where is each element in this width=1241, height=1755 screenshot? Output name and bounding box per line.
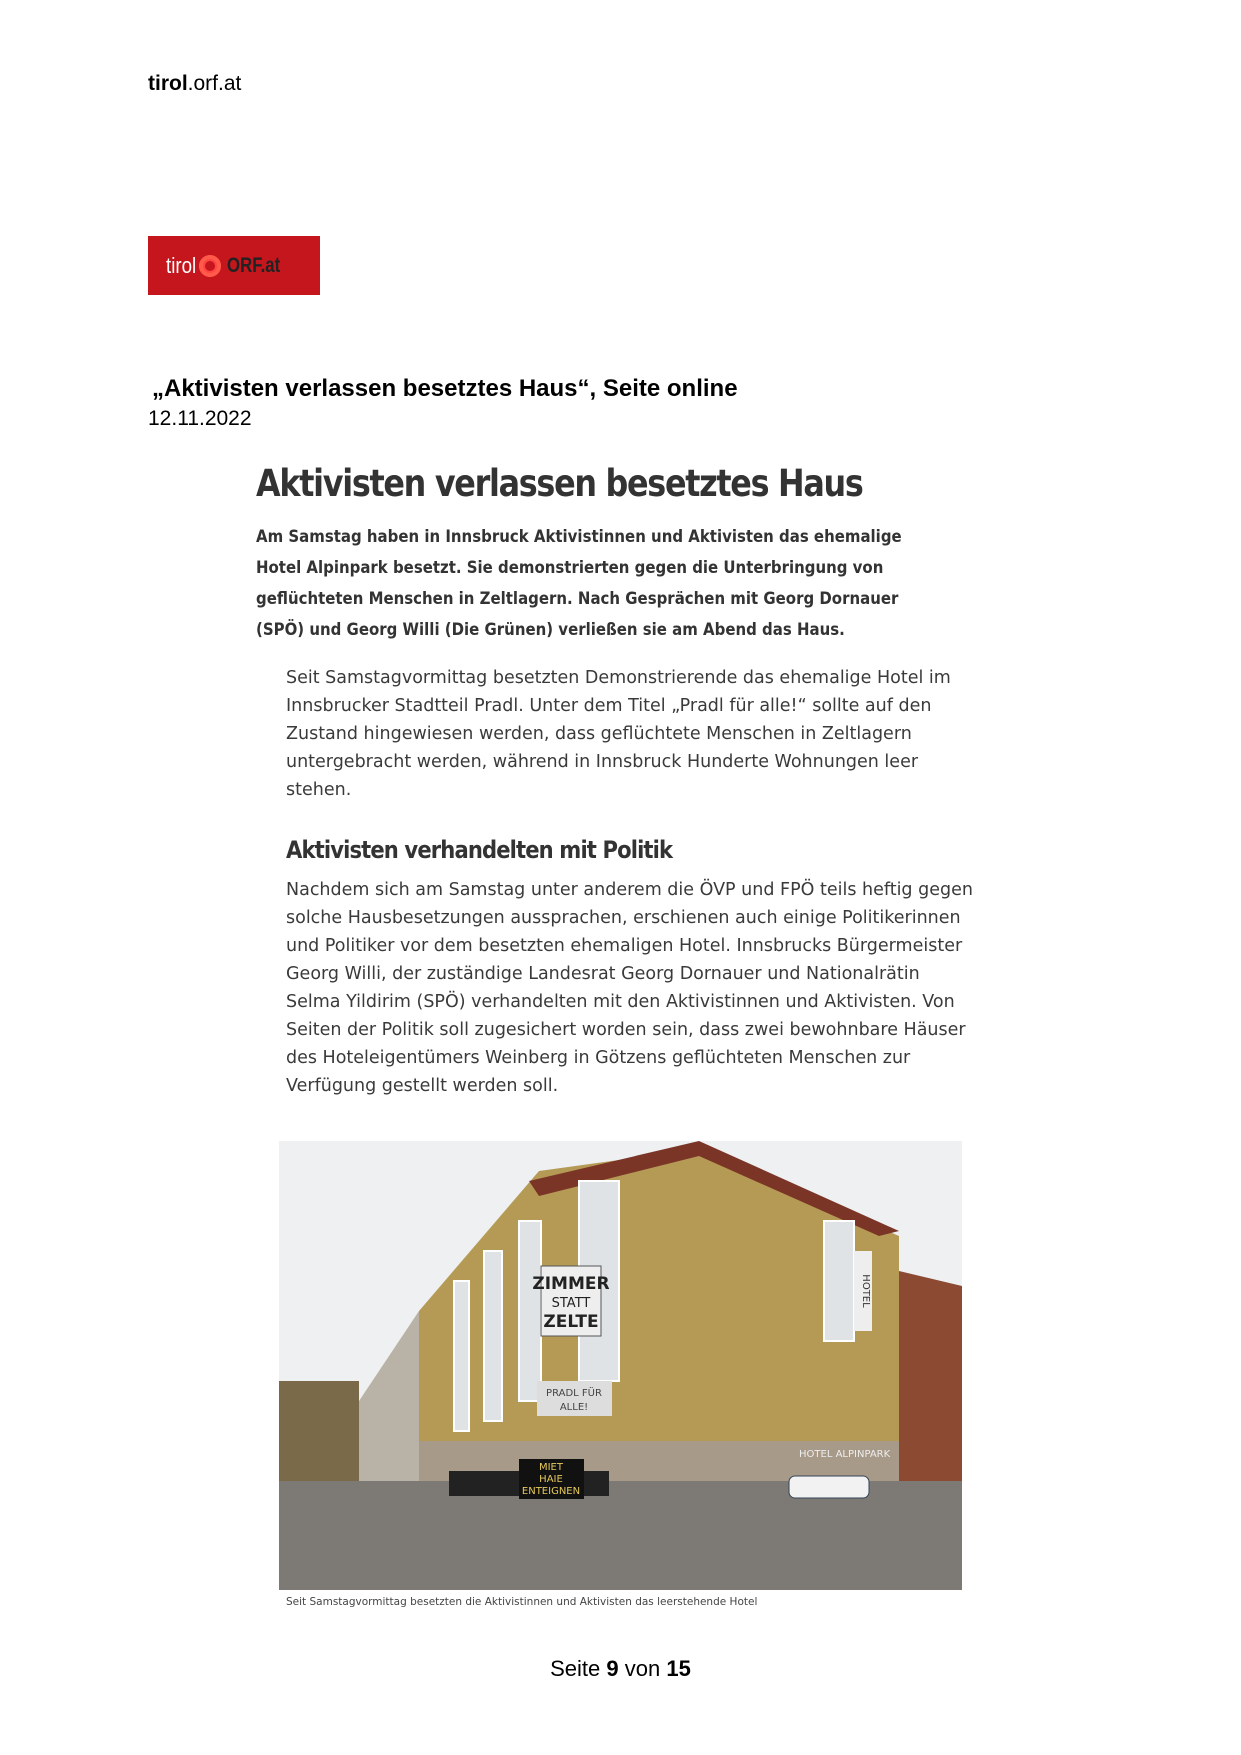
footer-text: Seite (550, 1656, 601, 1681)
orf-ring-icon (199, 255, 221, 277)
neighbor-building (899, 1271, 962, 1501)
banner-text: ZELTE (543, 1312, 599, 1332)
footer-text: von (624, 1656, 661, 1681)
page-footer (0, 1656, 1241, 1682)
sign-text: HOTEL ALPINPARK (799, 1449, 891, 1460)
tirol-orf-logo (148, 236, 320, 295)
banner-text: ZIMMER (532, 1274, 610, 1294)
banner-text: MIET (538, 1462, 564, 1473)
clip-date: 12.11.2022 (148, 407, 252, 430)
total-pages: 15 (666, 1656, 691, 1681)
police-car (789, 1476, 869, 1498)
site-name (148, 72, 241, 96)
article-lead: Am Samstag haben in Innsbruck Aktivistinnen und Aktivisten das ehemalige Hotel Alpinpark besetzt. Sie demonstrierten gegen die Unterbringung von geflüchteten Menschen in Zeltlagern. Nach Gesprächen mit Georg Dornauer (SPÖ) und Georg Willi (Die Grünen) verließen sie am Abend das Haus. (256, 527, 902, 640)
logo-text-tirol: tirol (166, 252, 197, 278)
site-name-rest: .orf.at (187, 72, 242, 95)
article-subheading: Aktivisten verhandelten mit Politik (286, 836, 673, 864)
banner-text: HAIE (539, 1474, 563, 1485)
banner-text: ALLE! (559, 1402, 589, 1413)
site-name-bold: tirol (148, 72, 188, 95)
article-paragraph: Seit Samstagvormittag besetzten Demonstrierende das ehemalige Hotel im Innsbrucker Stadtteil Pradl. Unter dem Titel „Pradl für alle!“ sollte auf den Zustand hingewiesen werden, dass geflüchtete Menschen in Zeltlagern untergebracht werden, während in Innsbruck Hunderte Wohnungen leer stehen. (286, 668, 951, 800)
banner-text: STATT (551, 1296, 591, 1311)
banner-text: PRADL FÜR (546, 1388, 602, 1399)
article-title: Aktivisten verlassen besetztes Haus (256, 462, 863, 505)
article-paragraph: Nachdem sich am Samstag unter anderem die ÖVP und FPÖ teils heftig gegen solche Hausbesetzungen aussprachen, erschienen auch einige Politikerinnen und Politiker vor dem besetzten ehemaligen Hotel. Innsbrucks Bürgermeister Georg Willi, der zuständige Landesrat Georg Dornauer und Nationalrätin Selma Yildirim (SPÖ) verhandelten mit den Aktivistinnen und Aktivisten. Von Seiten der Politik soll zugesichert worden sein, dass zwei bewohnbare Häuser des Hoteleigentümers Weinberg in Götzens geflüchteten Menschen zur Verfügung gestellt werden soll. (286, 880, 973, 1096)
banner-text: ENTEIGNEN (521, 1486, 581, 1497)
clip-heading: „Aktivisten verlassen besetztes Haus“, Seite online (152, 375, 738, 402)
logo-text-orf: ORF.at (227, 253, 281, 277)
current-page: 9 (606, 1656, 619, 1681)
hotel-photo (279, 1141, 962, 1590)
photo-caption: Seit Samstagvormittag besetzten die Aktivistinnen und Aktivisten das leerstehende Hotel (286, 1596, 758, 1608)
sign-text: HOTEL (860, 1274, 871, 1308)
